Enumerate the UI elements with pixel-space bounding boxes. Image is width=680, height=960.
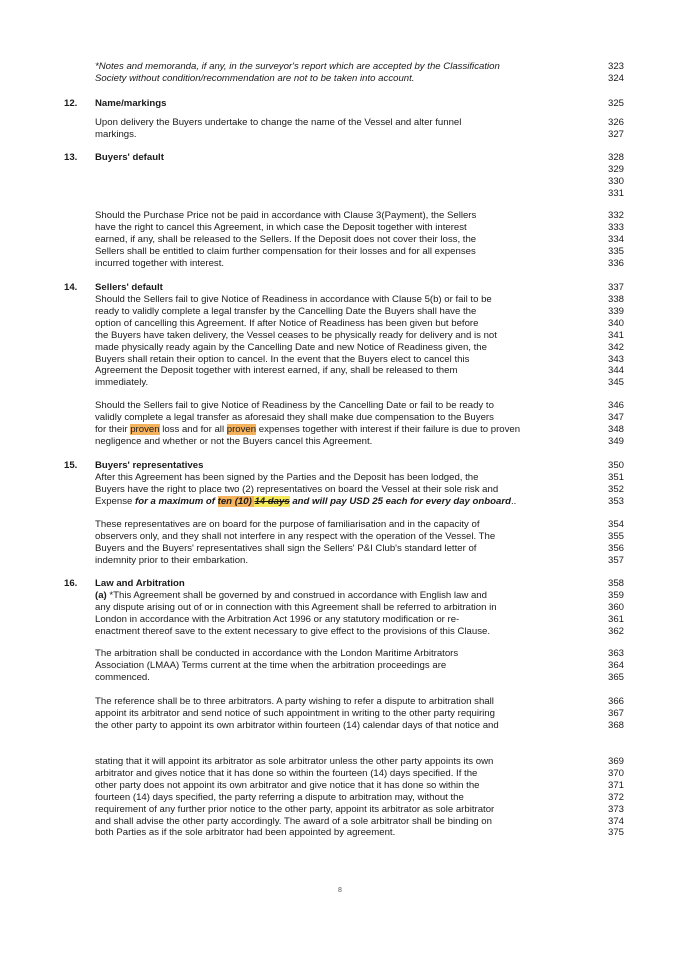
highlight: ten (10) bbox=[217, 495, 255, 507]
clause-body: stating that it will appoint its arbitrator as sole arbitrator unless the other party appoints its own arbitrator and gives notice that it has done so within the fourteen (14) days specified. If the other party does not appoint its own arbitrator and give notice that it has done so within the fourteen (14) days specified, the party referring a dispute to arbitration may, without the requirement of any further prior notice to the other party, appoint its arbitrator as sole arbitrator and shall advise the other party accordingly. The award of a sole arbitrator shall be binding on both Parties as if the sole arbitrator had been appointed by agreement. bbox=[95, 756, 495, 839]
line-numbers: 338 339 340 341 342 343 344 345 bbox=[607, 294, 624, 389]
clause-body: (a) *This Agreement shall be governed by and construed in accordance with English law and any dispute arising out of or in connection with this Agreement shall be referred to arbitration in London in accordance with the Arbitration Act 1996 or any statutory modification or re- enactment thereof save to the extent necessary to give effect to the provisions of this Clause. bbox=[95, 590, 497, 637]
clause-title: Law and Arbitration bbox=[95, 578, 185, 589]
line-numbers: 369 370 371 372 373 374 375 bbox=[607, 756, 624, 839]
line-numbers: 328 329 330 331 bbox=[607, 152, 624, 199]
line-number: 350 bbox=[607, 460, 624, 471]
clause-title: Name/markings bbox=[95, 98, 167, 109]
clause-body: Should the Sellers fail to give Notice of Readiness in accordance with Clause 5(b) or fail to be ready to validly complete a legal transfer by the Cancelling Date the Buyers shall have the option of cancelling this Agreement. If after Notice of Readiness has been given but before the Buyers have taken delivery, the Vessel ceases to be physically ready for delivery and is not made physically ready again by the Cancelling Date and new Notice of Readiness given, the Buyers shall retain their option to cancel. In the event that the Buyers elect to cancel this Agreement the Deposit together with interest earned, if any, shall be released to them immediately. bbox=[95, 294, 497, 389]
clause-body: The reference shall be to three arbitrators. A party wishing to refer a dispute to arbitration shall appoint its arbitrator and send notice of such appointment in writing to the other party requiring the other party to appoint its own arbitrator within fourteen (14) calendar days of that notice and bbox=[95, 696, 499, 731]
clause-number: 16. bbox=[64, 578, 78, 589]
clause-body: Upon delivery the Buyers undertake to change the name of the Vessel and alter funnel markings. bbox=[95, 117, 462, 140]
line-numbers: 359 360 361 362 bbox=[607, 590, 624, 637]
clause-number: 13. bbox=[64, 152, 78, 163]
highlight: proven bbox=[226, 423, 257, 435]
clause-number: 15. bbox=[64, 460, 78, 471]
line-numbers: 354 355 356 357 bbox=[607, 519, 624, 566]
clause-number: 12. bbox=[64, 98, 78, 109]
clause-body: The arbitration shall be conducted in accordance with the London Maritime Arbitrators Association (LMAA) Terms current at the time when the arbitration proceedings are commenced. bbox=[95, 648, 459, 683]
line-numbers: 346 347 348 349 bbox=[607, 400, 624, 447]
line-numbers: 326 327 bbox=[607, 117, 624, 140]
highlight: proven bbox=[130, 423, 160, 435]
line-numbers: 323 324 bbox=[607, 61, 624, 84]
line-numbers: 363 364 365 bbox=[607, 648, 624, 683]
page-number: 8 bbox=[338, 887, 342, 894]
line-number: 358 bbox=[607, 578, 624, 589]
surveyor-note: *Notes and memoranda, if any, in the surveyor's report which are accepted by the Classification Society without condition/recommendation are not to be taken into account. bbox=[95, 61, 500, 84]
clause-title: Sellers' default bbox=[95, 282, 163, 293]
clause-body: After this Agreement has been signed by the Parties and the Deposit has been lodged, the Buyers have the right to place two (2) representatives on board the Vessel at their sole risk and Expense for a maximum of ten (10) 14 days and will pay USD 25 each for every day onboard.. bbox=[95, 472, 517, 507]
struck-text: 14 days bbox=[254, 495, 290, 507]
line-numbers: 351 352 353 bbox=[607, 472, 624, 507]
line-numbers: 366 367 368 bbox=[607, 696, 624, 731]
clause-body: These representatives are on board for the purpose of familiarisation and in the capacity of observers only, and they shall not interfere in any respect with the operation of the Vessel. The Buyers and the Buyers' representatives shall sign the Sellers' P&I Club's standard letter of indemnity prior to their embarkation. bbox=[95, 519, 496, 566]
clause-number: 14. bbox=[64, 282, 78, 293]
clause-body: Should the Purchase Price not be paid in accordance with Clause 3(Payment), the Sellers have the right to cancel this Agreement, in which case the Deposit together with interest earned, if any, shall be released to the Sellers. If the Deposit does not cover their loss, the Sellers shall be entitled to claim further compensation for their losses and for all expenses incurred together with interest. bbox=[95, 210, 477, 269]
line-numbers: 332 333 334 335 336 bbox=[607, 210, 624, 269]
clause-body: Should the Sellers fail to give Notice of Readiness by the Cancelling Date or fail to be ready to validly complete a legal transfer as aforesaid they shall make due compensation to the Buyers for their proven loss and for all proven expenses together with interest if their failure is due to proven negligence and whether or not the Buyers cancel this Agreement. bbox=[95, 400, 521, 447]
line-number: 337 bbox=[607, 282, 624, 293]
line-number: 325 bbox=[607, 98, 624, 109]
clause-title: Buyers' default bbox=[95, 152, 164, 163]
clause-title: Buyers' representatives bbox=[95, 460, 204, 471]
